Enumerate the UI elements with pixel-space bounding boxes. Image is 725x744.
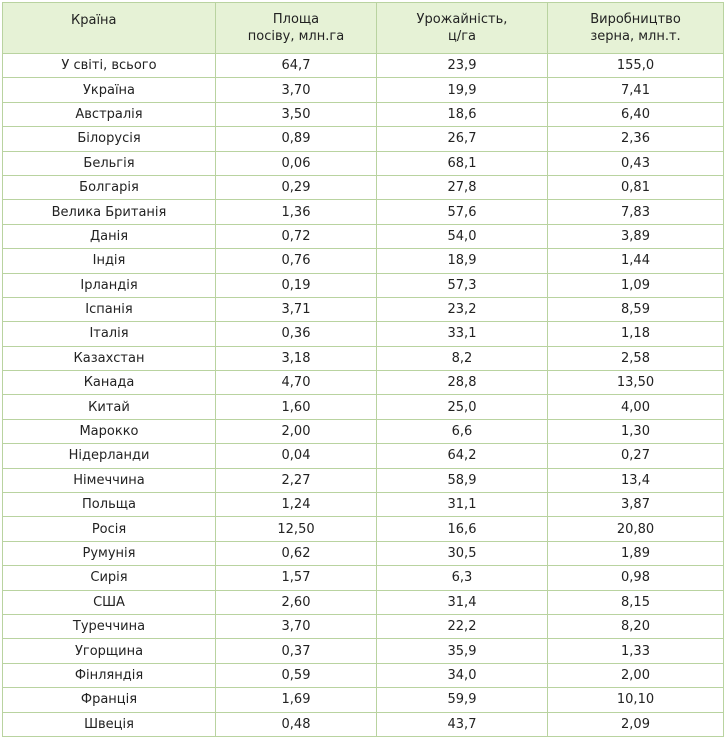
- cell-yield: 68,1: [377, 151, 548, 175]
- cell-sown-area: 0,19: [216, 273, 377, 297]
- cell-country: Нідерланди: [3, 444, 216, 468]
- cell-yield: 23,2: [377, 297, 548, 321]
- cell-country: Фінляндія: [3, 663, 216, 687]
- cell-yield: 54,0: [377, 224, 548, 248]
- table-row: [3, 517, 724, 541]
- table-row: [3, 590, 724, 614]
- cell-country: Бельгія: [3, 151, 216, 175]
- cell-production: 1,30: [548, 419, 724, 443]
- cell-yield: 34,0: [377, 663, 548, 687]
- cell-sown-area: 0,76: [216, 249, 377, 273]
- cell-sown-area: 2,00: [216, 419, 377, 443]
- cell-yield: 31,4: [377, 590, 548, 614]
- cell-country: Індія: [3, 249, 216, 273]
- cell-country: Сирія: [3, 566, 216, 590]
- cell-yield: 26,7: [377, 127, 548, 151]
- cell-yield: 6,6: [377, 419, 548, 443]
- table-row: [3, 224, 724, 248]
- cell-country: Росія: [3, 517, 216, 541]
- table-row: [3, 273, 724, 297]
- cell-country: Угорщина: [3, 639, 216, 663]
- table-row: [3, 639, 724, 663]
- cell-country: Франція: [3, 688, 216, 712]
- table-row: [3, 346, 724, 370]
- table-row: [3, 712, 724, 736]
- cell-production: 13,50: [548, 371, 724, 395]
- cell-sown-area: 4,70: [216, 371, 377, 395]
- header-production-line2: зерна, млн.т.: [590, 29, 681, 44]
- cell-production: 6,40: [548, 102, 724, 126]
- cell-sown-area: 64,7: [216, 54, 377, 78]
- cell-sown-area: 0,62: [216, 541, 377, 565]
- cell-yield: 33,1: [377, 322, 548, 346]
- table-row: [3, 444, 724, 468]
- header-row: [3, 3, 724, 54]
- cell-production: 8,15: [548, 590, 724, 614]
- cell-production: 3,89: [548, 224, 724, 248]
- cell-sown-area: 0,04: [216, 444, 377, 468]
- cell-production: 10,10: [548, 688, 724, 712]
- cell-country: Данія: [3, 224, 216, 248]
- cell-yield: 57,3: [377, 273, 548, 297]
- cell-yield: 16,6: [377, 517, 548, 541]
- header-country-label: Країна: [71, 12, 117, 28]
- cell-production: 20,80: [548, 517, 724, 541]
- cell-production: 0,43: [548, 151, 724, 175]
- cell-country: Ірландія: [3, 273, 216, 297]
- grain-production-table: [2, 2, 724, 737]
- cell-country: Білорусія: [3, 127, 216, 151]
- cell-production: 2,58: [548, 346, 724, 370]
- cell-production: 155,0: [548, 54, 724, 78]
- cell-production: 8,20: [548, 614, 724, 638]
- cell-yield: 30,5: [377, 541, 548, 565]
- header-production-line1: Виробництво: [590, 12, 681, 27]
- cell-sown-area: 2,27: [216, 468, 377, 492]
- cell-sown-area: 2,60: [216, 590, 377, 614]
- cell-production: 1,89: [548, 541, 724, 565]
- table-row: [3, 468, 724, 492]
- table-row: [3, 249, 724, 273]
- cell-production: 7,41: [548, 78, 724, 102]
- cell-country: Канада: [3, 371, 216, 395]
- table-row: [3, 493, 724, 517]
- cell-country: Румунія: [3, 541, 216, 565]
- table-row: [3, 688, 724, 712]
- cell-sown-area: 1,36: [216, 200, 377, 224]
- cell-country: Польща: [3, 493, 216, 517]
- table-row: [3, 54, 724, 78]
- cell-production: 2,09: [548, 712, 724, 736]
- cell-sown-area: 0,59: [216, 663, 377, 687]
- cell-country: Швеція: [3, 712, 216, 736]
- table-row: [3, 614, 724, 638]
- cell-country: Іспанія: [3, 297, 216, 321]
- table-row: [3, 175, 724, 199]
- cell-sown-area: 0,06: [216, 151, 377, 175]
- table-row: [3, 371, 724, 395]
- cell-production: 0,27: [548, 444, 724, 468]
- cell-production: 1,18: [548, 322, 724, 346]
- cell-country: Україна: [3, 78, 216, 102]
- cell-country: Велика Британія: [3, 200, 216, 224]
- cell-yield: 28,8: [377, 371, 548, 395]
- cell-sown-area: 1,24: [216, 493, 377, 517]
- cell-sown-area: 3,70: [216, 614, 377, 638]
- cell-production: 2,36: [548, 127, 724, 151]
- cell-sown-area: 0,37: [216, 639, 377, 663]
- cell-production: 8,59: [548, 297, 724, 321]
- cell-yield: 6,3: [377, 566, 548, 590]
- table-row: [3, 395, 724, 419]
- cell-production: 13,4: [548, 468, 724, 492]
- cell-production: 0,81: [548, 175, 724, 199]
- cell-yield: 18,9: [377, 249, 548, 273]
- cell-sown-area: 1,57: [216, 566, 377, 590]
- cell-yield: 27,8: [377, 175, 548, 199]
- cell-sown-area: 0,48: [216, 712, 377, 736]
- table-row: [3, 102, 724, 126]
- cell-production: 7,83: [548, 200, 724, 224]
- cell-sown-area: 3,18: [216, 346, 377, 370]
- cell-country: Німеччина: [3, 468, 216, 492]
- cell-yield: 23,9: [377, 54, 548, 78]
- cell-production: 1,44: [548, 249, 724, 273]
- cell-sown-area: 0,29: [216, 175, 377, 199]
- header-sown-area-line2: посіву, млн.га: [247, 29, 345, 44]
- cell-production: 0,98: [548, 566, 724, 590]
- cell-country: Італія: [3, 322, 216, 346]
- cell-yield: 8,2: [377, 346, 548, 370]
- cell-sown-area: 0,36: [216, 322, 377, 346]
- table-row: [3, 200, 724, 224]
- table-row: [3, 151, 724, 175]
- header-country: [3, 3, 216, 54]
- cell-yield: 57,6: [377, 200, 548, 224]
- table-row: [3, 322, 724, 346]
- cell-yield: 31,1: [377, 493, 548, 517]
- table-row: [3, 566, 724, 590]
- data-table-container: [2, 2, 723, 742]
- header-yield-line1: Урожайність,: [416, 12, 508, 27]
- cell-sown-area: 1,60: [216, 395, 377, 419]
- table-row: [3, 419, 724, 443]
- header-yield: [377, 3, 548, 54]
- header-sown-area: [216, 3, 377, 54]
- cell-yield: 35,9: [377, 639, 548, 663]
- cell-yield: 58,9: [377, 468, 548, 492]
- cell-country: У світі, всього: [3, 54, 216, 78]
- cell-yield: 18,6: [377, 102, 548, 126]
- cell-yield: 64,2: [377, 444, 548, 468]
- cell-sown-area: 0,72: [216, 224, 377, 248]
- table-row: [3, 127, 724, 151]
- cell-production: 1,33: [548, 639, 724, 663]
- cell-country: Туреччина: [3, 614, 216, 638]
- table-body: [3, 54, 724, 737]
- cell-sown-area: 1,69: [216, 688, 377, 712]
- header-sown-area-line1: Площа: [272, 12, 320, 27]
- table-row: [3, 541, 724, 565]
- table-row: [3, 78, 724, 102]
- cell-country: Болгарія: [3, 175, 216, 199]
- cell-sown-area: 12,50: [216, 517, 377, 541]
- cell-production: 4,00: [548, 395, 724, 419]
- cell-yield: 19,9: [377, 78, 548, 102]
- header-yield-line2: ц/га: [447, 29, 477, 44]
- cell-country: США: [3, 590, 216, 614]
- cell-sown-area: 0,89: [216, 127, 377, 151]
- cell-country: Китай: [3, 395, 216, 419]
- cell-yield: 59,9: [377, 688, 548, 712]
- header-production: [548, 3, 724, 54]
- cell-sown-area: 3,70: [216, 78, 377, 102]
- table-row: [3, 297, 724, 321]
- table-header: [3, 3, 724, 54]
- cell-production: 1,09: [548, 273, 724, 297]
- cell-yield: 22,2: [377, 614, 548, 638]
- cell-country: Австралія: [3, 102, 216, 126]
- cell-production: 2,00: [548, 663, 724, 687]
- cell-country: Марокко: [3, 419, 216, 443]
- cell-production: 3,87: [548, 493, 724, 517]
- cell-country: Казахстан: [3, 346, 216, 370]
- table-row: [3, 663, 724, 687]
- cell-sown-area: 3,71: [216, 297, 377, 321]
- cell-yield: 25,0: [377, 395, 548, 419]
- cell-sown-area: 3,50: [216, 102, 377, 126]
- cell-yield: 43,7: [377, 712, 548, 736]
